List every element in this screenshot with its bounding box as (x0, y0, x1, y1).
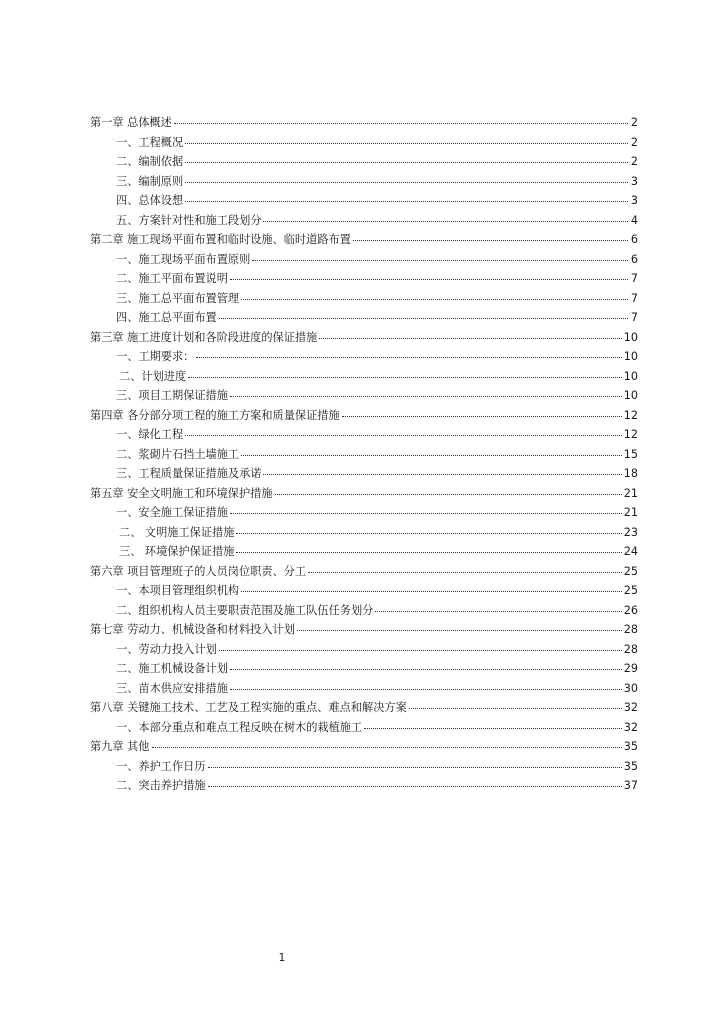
toc-entry-page: 7 (630, 291, 638, 305)
toc-entry-title: 第六章 项目管理班子的人员岗位职责、分工 (90, 564, 307, 578)
toc-section-entry[interactable] (90, 601, 638, 621)
toc-section-entry[interactable] (90, 718, 638, 738)
toc-dot-leader (185, 426, 622, 436)
toc-dot-leader (174, 114, 628, 124)
toc-entry-page: 7 (630, 272, 638, 285)
toc-section-entry[interactable] (90, 659, 638, 679)
toc-section-entry[interactable] (90, 152, 638, 172)
toc-dot-leader (319, 329, 621, 339)
toc-dot-leader (241, 290, 628, 300)
toc-section-entry[interactable] (90, 581, 638, 601)
toc-entry-page: 29 (623, 662, 638, 675)
toc-entry-title: 二、突击养护措施 (116, 779, 206, 792)
toc-entry-title: 二、编制依据 (116, 155, 184, 168)
toc-section-entry[interactable] (90, 250, 638, 270)
toc-dot-leader (219, 641, 622, 651)
toc-entry-title: 三、项目工期保证措施 (116, 389, 228, 402)
toc-chapter-entry[interactable] (90, 698, 638, 718)
toc-entry-title: 四、施工总平面布置 (116, 311, 217, 324)
toc-entry-title: 三、工程质量保证措施及承诺 (116, 467, 262, 480)
toc-entry-title: 四、总体设想 (116, 194, 184, 207)
toc-entry-page: 28 (623, 623, 638, 636)
toc-section-entry[interactable] (90, 269, 638, 289)
toc-section-entry[interactable] (90, 679, 638, 699)
toc-section-entry[interactable] (90, 757, 638, 777)
toc-section-entry[interactable] (90, 386, 638, 406)
toc-dot-leader (230, 270, 628, 280)
toc-section-entry[interactable] (90, 308, 638, 328)
toc-dot-leader (208, 777, 622, 787)
toc-entry-page: 10 (623, 330, 638, 344)
toc-chapter-entry[interactable] (90, 737, 638, 757)
toc-dot-leader (375, 602, 621, 612)
toc-section-entry[interactable] (90, 191, 638, 211)
toc-dot-leader (236, 543, 621, 553)
toc-entry-page: 10 (623, 350, 638, 363)
toc-section-entry[interactable] (90, 464, 638, 484)
toc-entry-title: 二、浆砌片石挡土墙施工 (116, 447, 240, 461)
toc-entry-page: 24 (623, 545, 638, 558)
toc-dot-leader (342, 407, 622, 417)
toc-dot-leader (152, 738, 622, 748)
toc-section-entry[interactable] (90, 211, 638, 231)
toc-chapter-entry[interactable] (90, 230, 638, 250)
toc-section-entry[interactable] (90, 542, 638, 562)
toc-dot-leader (241, 582, 622, 592)
toc-dot-leader (236, 524, 621, 534)
toc-dot-leader (409, 699, 622, 709)
toc-entry-page: 18 (623, 467, 638, 480)
toc-entry-title: 第二章 施工现场平面布置和临时设施、临时道路布置 (90, 233, 351, 246)
toc-entry-title: 第一章 总体概述 (90, 116, 172, 129)
toc-entry-page: 28 (623, 642, 638, 656)
toc-dot-leader (185, 192, 628, 202)
toc-chapter-entry[interactable] (90, 328, 638, 348)
toc-section-entry[interactable] (90, 445, 638, 465)
toc-dot-leader (364, 719, 622, 729)
toc-entry-title: 三、苗木供应安排措施 (116, 681, 228, 695)
toc-entry-page: 32 (623, 701, 638, 714)
toc-entry-page: 6 (630, 233, 638, 246)
toc-section-entry[interactable] (90, 367, 638, 387)
toc-section-entry[interactable] (90, 133, 638, 153)
table-of-contents (90, 113, 638, 796)
toc-entry-title: 一、本部分重点和难点工程反映在树木的栽植施工 (116, 720, 363, 734)
toc-dot-leader (188, 368, 622, 378)
toc-entry-title: 三、编制原则 (116, 174, 184, 188)
toc-entry-title: 一、养护工作日历 (116, 759, 206, 773)
toc-dot-leader (308, 563, 622, 573)
toc-entry-title: 一、工程概况 (116, 135, 184, 149)
toc-entry-title: 一、安全施工保证措施 (116, 506, 228, 519)
toc-entry-page: 35 (623, 759, 638, 773)
toc-entry-page: 10 (623, 389, 638, 402)
toc-entry-title: 第五章 安全文明施工和环境保护措施 (90, 486, 273, 500)
toc-entry-title: 第四章 各分部分项工程的施工方案和质量保证措施 (90, 408, 340, 422)
toc-entry-page: 3 (630, 194, 638, 207)
toc-entry-page: 32 (623, 720, 638, 734)
toc-section-entry[interactable] (90, 523, 638, 543)
toc-entry-title: 第八章 关键施工技术、工艺及工程实施的重点、难点和解决方案 (90, 701, 407, 714)
toc-section-entry[interactable] (90, 289, 638, 309)
toc-entry-title: 一、工期要求： (116, 350, 195, 363)
toc-entry-title: 第三章 施工进度计划和各阶段进度的保证措施 (90, 330, 318, 344)
toc-entry-page: 2 (630, 155, 638, 168)
toc-entry-page: 2 (630, 116, 638, 129)
toc-entry-page: 4 (630, 213, 638, 227)
toc-entry-title: 一、本项目管理组织机构 (116, 584, 240, 597)
toc-entry-title: 五、方案针对性和施工段划分 (116, 213, 262, 227)
toc-dot-leader (230, 387, 622, 397)
toc-dot-leader (185, 134, 628, 144)
toc-entry-page: 12 (623, 428, 638, 441)
toc-entry-page: 15 (623, 447, 638, 461)
toc-dot-leader (263, 465, 621, 475)
toc-chapter-entry[interactable] (90, 620, 638, 640)
toc-entry-page: 25 (623, 584, 638, 597)
toc-dot-leader (263, 212, 628, 222)
toc-dot-leader (297, 621, 622, 631)
toc-section-entry[interactable] (90, 172, 638, 192)
toc-entry-title: 一、施工现场平面布置原则 (116, 252, 251, 266)
toc-dot-leader (353, 231, 628, 241)
toc-entry-page: 21 (623, 506, 638, 519)
toc-dot-leader (196, 348, 621, 358)
toc-entry-title: 二、 文明施工保证措施 (119, 525, 235, 539)
toc-dot-leader (230, 680, 622, 690)
toc-entry-page: 23 (623, 525, 638, 539)
toc-entry-page: 2 (630, 135, 638, 149)
toc-dot-leader (185, 153, 628, 163)
toc-entry-page: 35 (623, 740, 638, 753)
toc-dot-leader (241, 446, 622, 456)
toc-section-entry[interactable] (90, 640, 638, 660)
toc-entry-title: 一、劳动力投入计划 (116, 642, 217, 656)
toc-entry-page: 30 (623, 681, 638, 695)
toc-entry-title: 第七章 劳动力、机械设备和材料投入计划 (90, 623, 295, 636)
toc-entry-page: 37 (623, 779, 638, 792)
toc-entry-title: 三、施工总平面布置管理 (116, 291, 240, 305)
toc-chapter-entry[interactable] (90, 562, 638, 582)
toc-entry-title: 二、施工平面布置说明 (116, 272, 228, 285)
page-number: 1 (278, 952, 286, 964)
toc-chapter-entry[interactable] (90, 484, 638, 504)
toc-entry-page: 7 (630, 311, 638, 324)
toc-entry-page: 10 (623, 369, 638, 383)
toc-entry-page: 12 (623, 408, 638, 422)
toc-dot-leader (230, 504, 622, 514)
toc-dot-leader (230, 660, 622, 670)
toc-entry-page: 25 (623, 564, 638, 578)
toc-entry-page: 3 (630, 174, 638, 188)
toc-section-entry[interactable] (90, 776, 638, 796)
toc-dot-leader (185, 173, 628, 183)
toc-entry-page: 6 (630, 252, 638, 266)
toc-section-entry[interactable] (90, 347, 638, 367)
toc-entry-title: 二、施工机械设备计划 (116, 662, 228, 675)
toc-entry-title: 第九章 其他 (90, 740, 150, 753)
toc-dot-leader (275, 485, 622, 495)
toc-dot-leader (252, 251, 628, 261)
toc-section-entry[interactable] (90, 425, 638, 445)
toc-entry-page: 26 (623, 603, 638, 617)
toc-chapter-entry[interactable] (90, 113, 638, 133)
toc-entry-title: 二、计划进度 (119, 369, 187, 383)
toc-entry-title: 一、绿化工程 (116, 428, 184, 441)
toc-entry-title: 三、 环境保护保证措施 (119, 545, 235, 558)
toc-entry-title: 二、组织机构人员主要职责范围及施工队伍任务划分 (116, 603, 374, 617)
toc-entry-page: 21 (623, 486, 638, 500)
toc-section-entry[interactable] (90, 503, 638, 523)
toc-dot-leader (208, 758, 622, 768)
toc-dot-leader (219, 309, 628, 319)
toc-chapter-entry[interactable] (90, 406, 638, 426)
